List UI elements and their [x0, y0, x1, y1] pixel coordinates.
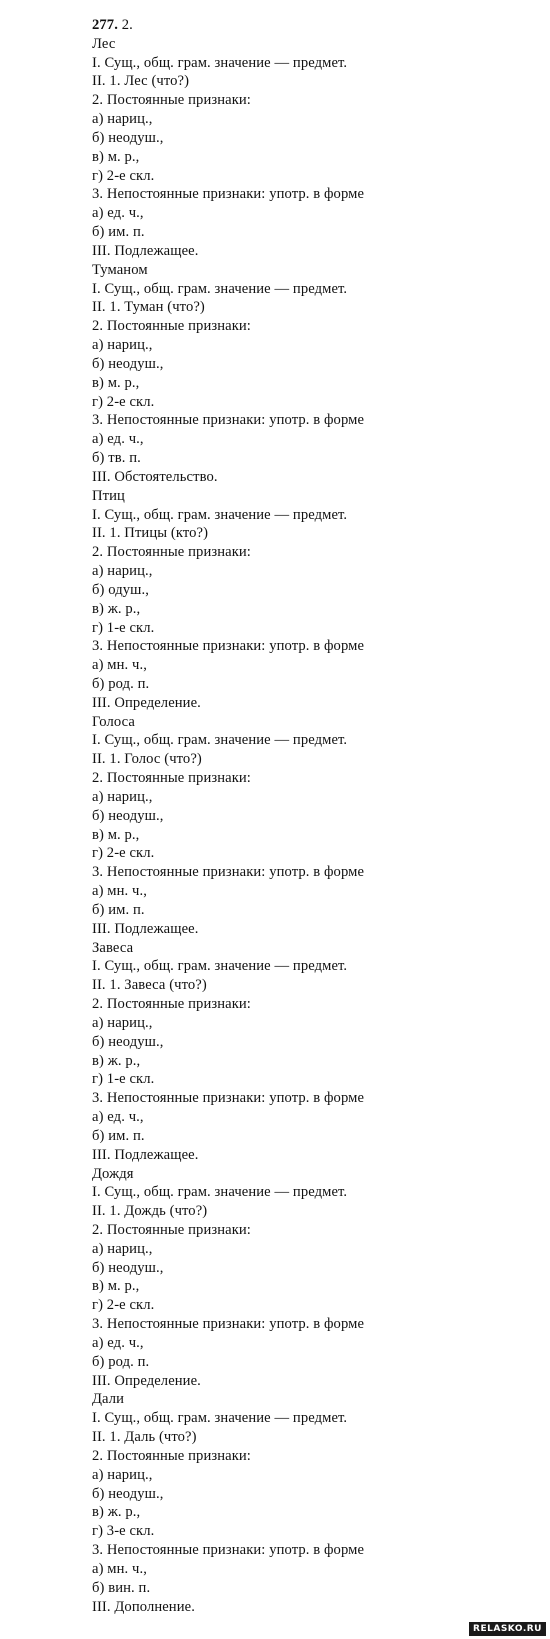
text-line: 2. Постоянные признаки: [92, 544, 251, 561]
text-line: г) 3-е скл. [92, 1523, 155, 1540]
text-line: г) 2-е скл. [92, 167, 155, 184]
text-line: б) тв. п. [92, 450, 141, 467]
text-line: I. Сущ., общ. грам. значение — предмет. [92, 1184, 348, 1201]
text-line: III. Дополнение. [92, 1598, 195, 1615]
text-line: I. Сущ., общ. грам. значение — предмет. [92, 506, 348, 523]
text-line: б) неодуш., [92, 1485, 164, 1502]
exercise-part: 2. [121, 17, 133, 33]
text-line: б) им. п. [92, 1127, 145, 1144]
text-line: в) м. р., [92, 148, 140, 165]
text-line: а) нариц., [92, 111, 153, 128]
text-line: а) ед. ч., [92, 1109, 144, 1126]
text-line: б) одуш., [92, 581, 149, 598]
text-line: II. 1. Птицы (кто?) [92, 525, 209, 542]
text-line: Завеса [92, 939, 134, 956]
text-line: г) 1-е скл. [92, 1071, 155, 1088]
text-line: б) им. п. [92, 224, 145, 241]
text-line: а) ед. ч., [92, 1334, 144, 1351]
text-line: 2. Постоянные признаки: [92, 1447, 251, 1464]
text-line: в) м. р., [92, 374, 140, 391]
text-line: а) мн. ч., [92, 1560, 147, 1577]
text-line: б) род. п. [92, 1353, 150, 1370]
text-line: б) вин. п. [92, 1579, 151, 1596]
text-line: III. Подлежащее. [92, 1146, 199, 1163]
text-line: а) ед. ч., [92, 205, 144, 222]
text-line: а) нариц., [92, 1014, 153, 1031]
text-line: 3. Непостоянные признаки: употр. в форме [92, 864, 365, 881]
site-watermark: RELASKO.RU [469, 1622, 546, 1636]
text-line: в) ж. р., [92, 600, 141, 617]
text-line: б) неодуш., [92, 355, 164, 372]
text-line: 3. Непостоянные признаки: употр. в форме [92, 1542, 365, 1559]
text-line: 3. Непостоянные признаки: употр. в форме [92, 1316, 365, 1333]
text-line: Лес [92, 35, 116, 52]
text-line: II. 1. Дождь (что?) [92, 1203, 208, 1220]
text-line: 3. Непостоянные признаки: употр. в форме [92, 412, 365, 429]
text-line: б) им. п. [92, 901, 145, 918]
text-line: 3. Непостоянные признаки: употр. в форме [92, 638, 365, 655]
text-line: б) неодуш., [92, 129, 164, 146]
text-line: б) неодуш., [92, 1033, 164, 1050]
text-line: III. Подлежащее. [92, 920, 199, 937]
text-line: б) неодуш., [92, 1259, 164, 1276]
text-line: б) неодуш., [92, 807, 164, 824]
text-line: а) нариц., [92, 563, 153, 580]
text-line: а) мн. ч., [92, 883, 147, 900]
text-line: в) м. р., [92, 826, 140, 843]
document-content [92, 16, 532, 1616]
exercise-number: 277. [92, 17, 118, 33]
text-line: I. Сущ., общ. грам. значение — предмет. [92, 54, 348, 71]
text-line: г) 2-е скл. [92, 1297, 155, 1314]
text-line: 2. Постоянные признаки: [92, 92, 251, 109]
text-line: Птиц [92, 487, 125, 504]
text-line: г) 1-е скл. [92, 619, 155, 636]
text-line: I. Сущ., общ. грам. значение — предмет. [92, 732, 348, 749]
text-line: б) род. п. [92, 675, 150, 692]
text-line: а) нариц., [92, 337, 153, 354]
text-line: II. 1. Туман (что?) [92, 299, 205, 316]
text-line: а) нариц., [92, 788, 153, 805]
text-line: I. Сущ., общ. грам. значение — предмет. [92, 1410, 348, 1427]
text-line: Дали [92, 1391, 125, 1408]
text-line: III. Подлежащее. [92, 242, 199, 259]
text-line: в) м. р., [92, 1278, 140, 1295]
text-line: III. Определение. [92, 1372, 201, 1389]
text-line: в) ж. р., [92, 1504, 141, 1521]
text-line: Дождя [92, 1165, 134, 1182]
text-line: III. Определение. [92, 694, 201, 711]
text-line: II. 1. Лес (что?) [92, 73, 190, 90]
text-line: 2. Постоянные признаки: [92, 318, 251, 335]
text-line: в) ж. р., [92, 1052, 141, 1069]
text-line: 2. Постоянные признаки: [92, 1222, 251, 1238]
text-line: II. 1. Даль (что?) [92, 1429, 197, 1446]
text-line: а) нариц., [92, 1240, 153, 1257]
text-line: II. 1. Голос (что?) [92, 751, 202, 768]
text-line: 3. Непостоянные признаки: употр. в форме [92, 1090, 365, 1107]
text-line: Туманом [92, 261, 148, 278]
text-line: II. 1. Завеса (что?) [92, 977, 207, 994]
text-line: 2. Постоянные признаки: [92, 770, 251, 787]
text-line: I. Сущ., общ. грам. значение — предмет. [92, 958, 348, 975]
exercise-header [92, 16, 532, 35]
text-line: а) мн. ч., [92, 657, 147, 674]
text-line: I. Сущ., общ. грам. значение — предмет. [92, 280, 348, 297]
text-line: г) 2-е скл. [92, 393, 155, 410]
text-line: г) 2-е скл. [92, 845, 155, 862]
text-line: Голоса [92, 713, 135, 730]
text-line: а) ед. ч., [92, 431, 144, 448]
text-line: а) нариц., [92, 1466, 153, 1483]
text-line: III. Обстоятельство. [92, 468, 218, 485]
text-line: 2. Постоянные признаки: [92, 996, 251, 1013]
text-line: 3. Непостоянные признаки: употр. в форме [92, 186, 365, 203]
